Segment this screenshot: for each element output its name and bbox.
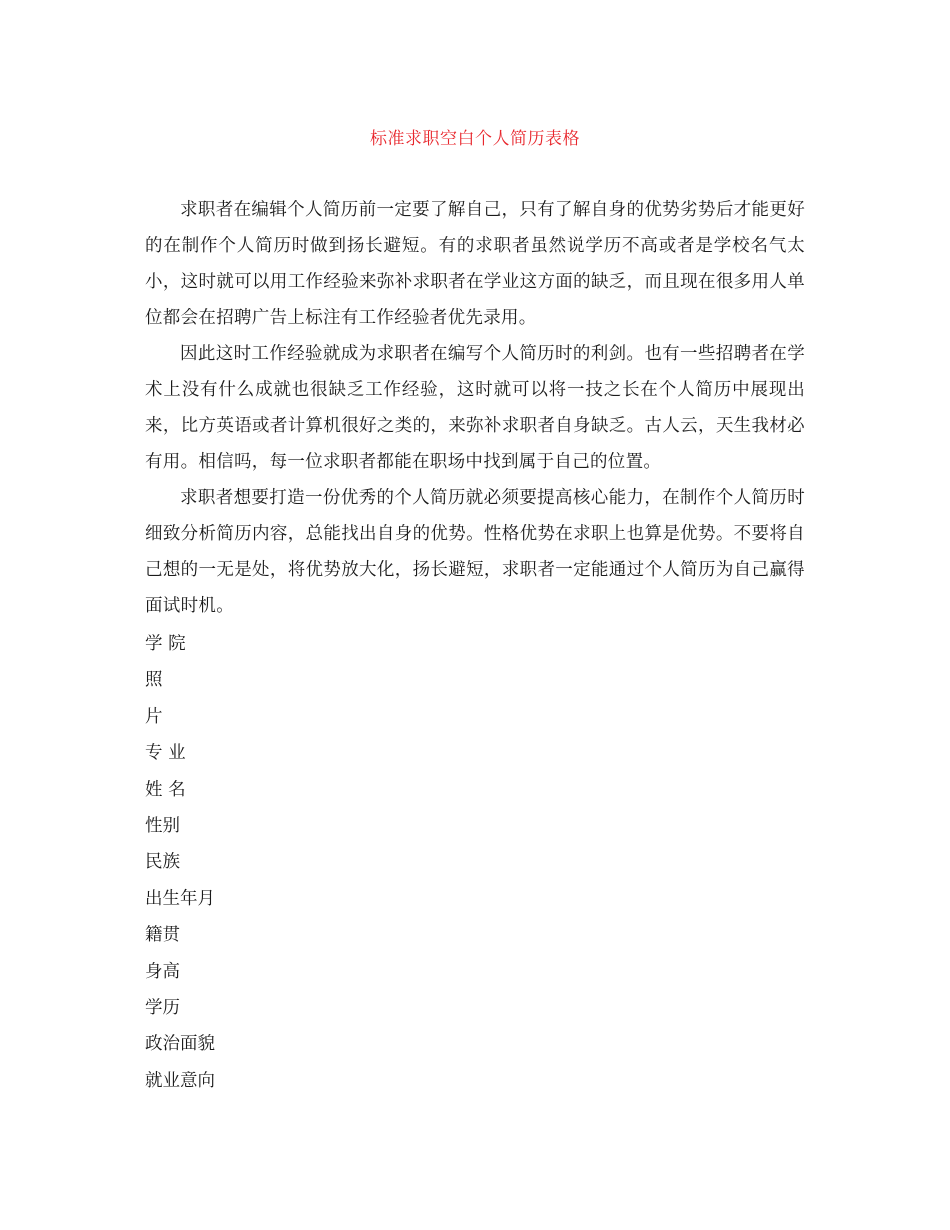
document-body <box>145 192 805 624</box>
field-college: 学 院 <box>145 634 186 654</box>
field-gender: 性别 <box>145 815 180 836</box>
paragraph-1: 求职者在编辑个人简历前一定要了解自己，只有了解自身的优势劣势后才能更好的在制作个人简历时做到扬长避短。有的求职者虽然说学历不高或者是学校名气太小，这时就可以用工作经验来弥补求职者在学业这方面的缺乏，而且现在很多用人单位都会在招聘广告上标注有工作经验者优先录用。 <box>145 200 805 328</box>
field-photo-2: 片 <box>145 706 163 727</box>
document-title: 标准求职空白个人简历表格 <box>370 129 580 149</box>
field-education: 学历 <box>145 997 180 1018</box>
field-name: 姓 名 <box>145 779 186 800</box>
field-major: 专 业 <box>145 743 186 764</box>
field-ethnicity: 民族 <box>145 852 180 873</box>
field-birth-date: 出生年月 <box>145 888 215 909</box>
field-height: 身高 <box>145 961 180 982</box>
field-job-intention: 就业意向 <box>145 1070 215 1091</box>
paragraph-3: 求职者想要打造一份优秀的个人简历就必须要提高核心能力，在制作个人简历时细致分析简历内容，总能找出自身的优势。性格优势在求职上也算是优势。不要将自己想的一无是处，将优势放大化，扬长避短，求职者一定能通过个人简历为自己赢得面试时机。 <box>145 488 805 616</box>
field-native-place: 籍贯 <box>145 925 180 946</box>
field-political-status: 政治面貌 <box>145 1034 215 1055</box>
field-photo-1: 照 <box>145 670 163 691</box>
paragraph-2: 因此这时工作经验就成为求职者在编写个人简历时的利剑。也有一些招聘者在学术上没有什么成就也很缺乏工作经验，这时就可以将一技之长在个人简历中展现出来，比方英语或者计算机很好之类的，来弥补求职者自身缺乏。古人云，天生我材必有用。相信吗，每一位求职者都能在职场中找到属于自己的位置。 <box>145 344 805 472</box>
resume-field-list <box>145 626 545 1099</box>
